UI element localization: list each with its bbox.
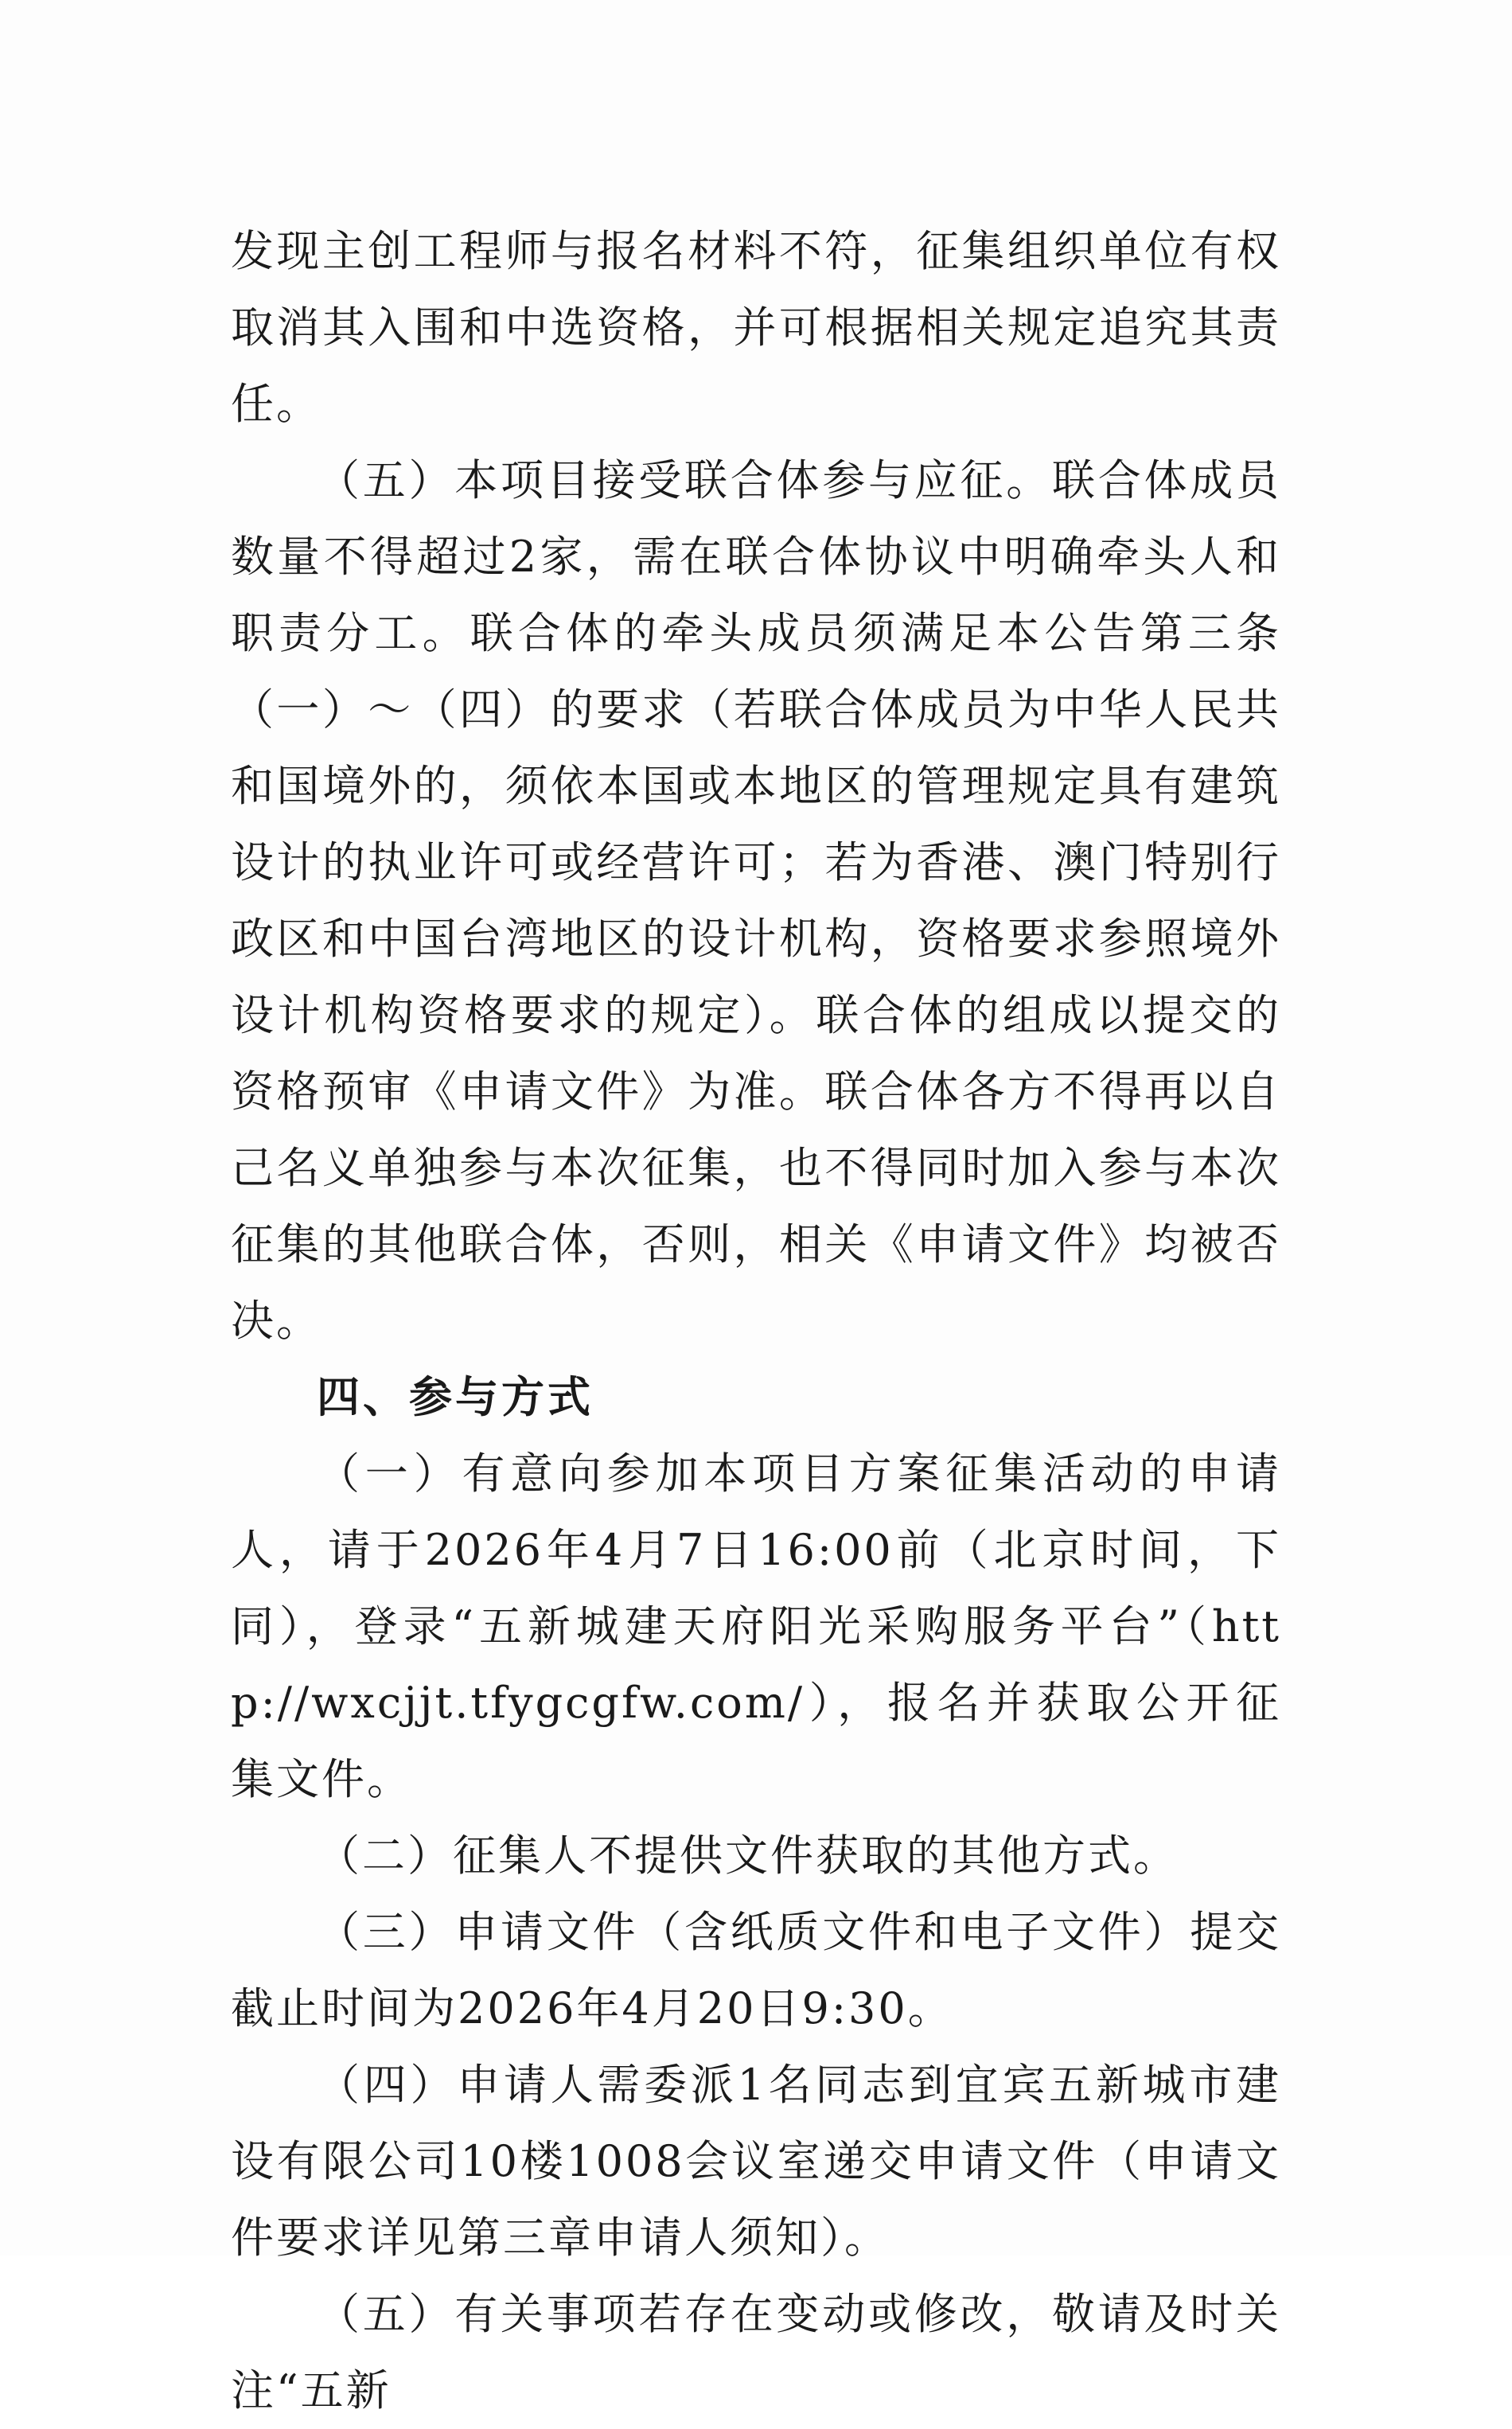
paragraph-submission-deadline: （三）申请文件（含纸质文件和电子文件）提交截止时间为2026年4月20日9:30。 [231, 1907, 1281, 2033]
paragraph-delivery-location: （四）申请人需委派1名同志到宜宾五新城市建设有限公司10楼1008会议室递交申请文件（申请文件要求详见第三章申请人须知）。 [231, 2060, 1281, 2263]
paragraph-registration: （一）有意向参加本项目方案征集活动的申请人，请于2026年4月7日16:00前（北京时间，下同），登录“五新城建天府阳光采购服务平台”（http://wxcjjt.tfygcgfw.com/），报名并获取公开征集文件。 [231, 1448, 1281, 1804]
section-heading-participation: 四、参与方式 [317, 1372, 594, 1422]
paragraph-no-other-method: （二）征集人不提供文件获取的其他方式。 [317, 1831, 1179, 1881]
paragraph-changes-notice: （五）有关事项若存在变动或修改，敬请及时关注“五新 [231, 2289, 1281, 2415]
document-body [231, 213, 1281, 2429]
paragraph-consortium-rules: （五）本项目接受联合体参与应征。联合体成员数量不得超过2家，需在联合体协议中明确牵头人和职责分工。联合体的牵头成员须满足本公告第三条（一）～（四）的要求（若联合体成员为中华人民共和国境外的，须依本国或本地区的管理规定具有建筑设计的执业许可或经营许可；若为香港、澳门特别行政区和中国台湾地区的设计机构，资格要求参照境外设计机构资格要求的规定）。联合体的组成以提交的资格预审《申请文件》为准。联合体各方不得再以自己名义单独参与本次征集，也不得同时加入参与本次征集的其他联合体，否则，相关《申请文件》均被否决。 [231, 455, 1281, 1346]
paragraph-continuation: 发现主创工程师与报名材料不符，征集组织单位有权取消其入围和中选资格，并可根据相关规定追究其责任。 [231, 226, 1281, 429]
